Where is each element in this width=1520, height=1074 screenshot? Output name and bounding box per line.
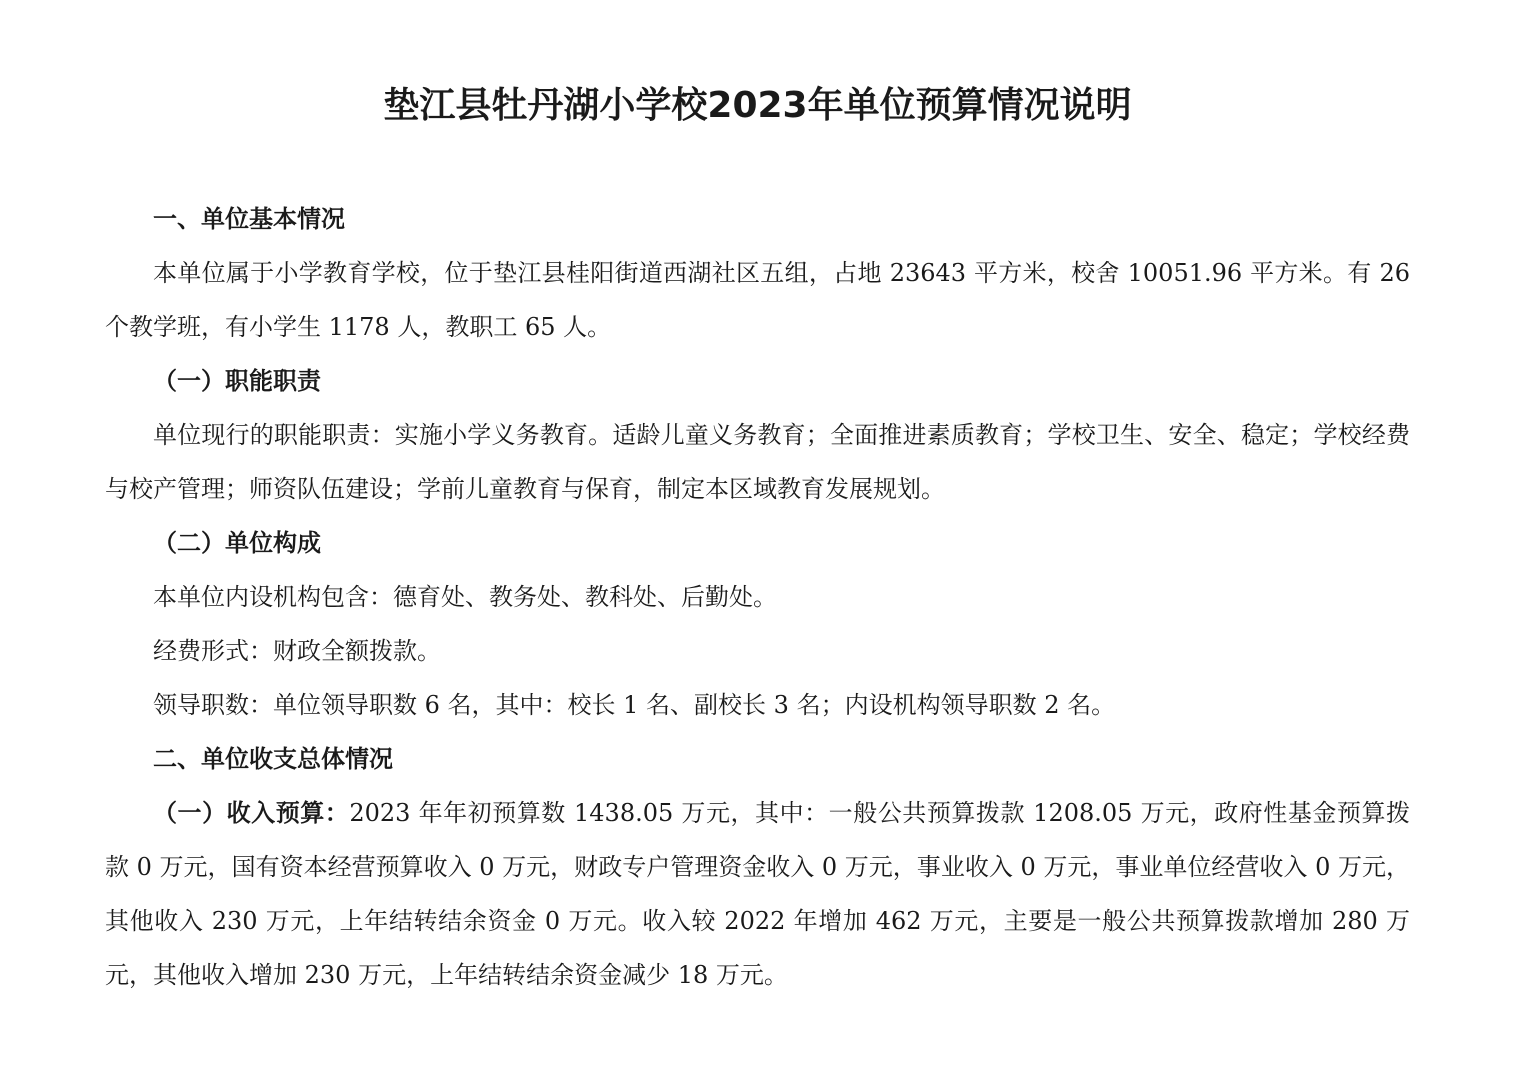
structure-funding: 经费形式：财政全额拨款。 xyxy=(153,637,441,665)
subsection-duties-heading: （一）职能职责 xyxy=(153,367,321,395)
subsection-duties-text: 单位现行的职能职责：实施小学义务教育。适龄儿童义务教育；全面推进素质教育；学校卫生、安全、稳定；学校经费与校产管理；师资队伍建设；学前儿童教育与保育，制定本区域教育发展规划。 xyxy=(105,421,1410,503)
income-budget-label: （一）收入预算： xyxy=(153,799,350,827)
income-budget-paragraph xyxy=(105,786,1410,1002)
document-title: 垫江县牡丹湖小学校2023年单位预算情况说明 xyxy=(383,85,1132,126)
section-1-heading: 一、单位基本情况 xyxy=(153,205,345,233)
document-body xyxy=(105,192,1410,1002)
section-2-heading: 二、单位收支总体情况 xyxy=(153,745,393,773)
income-budget-text: 2023 年年初预算数 1438.05 万元，其中：一般公共预算拨款 1208.05 万元，政府性基金预算拨款 0 万元，国有资本经营预算收入 0 万元，财政专户管理资金收入 0 万元，事业收入 0 万元，事业单位经营收入 0 万元，其他收入 230 万元，上年结转结余资金 0 万元。收入较 2022 年增加 462 万元，主要是一般公共预算拨款增加 280 万元，其他收入增加 230 万元，上年结转结余资金减少 18 万元。 xyxy=(105,799,1411,989)
structure-leadership: 领导职数：单位领导职数 6 名，其中：校长 1 名、副校长 3 名；内设机构领导职数 2 名。 xyxy=(153,691,1116,719)
subsection-structure-heading: （二）单位构成 xyxy=(153,529,321,557)
section-1-intro: 本单位属于小学教育学校，位于垫江县桂阳街道西湖社区五组，占地 23643 平方米，校舍 10051.96 平方米。有 26 个教学班，有小学生 1178 人，教职工 65 人。 xyxy=(105,259,1410,341)
structure-institutions: 本单位内设机构包含：德育处、教务处、教科处、后勤处。 xyxy=(153,583,777,611)
